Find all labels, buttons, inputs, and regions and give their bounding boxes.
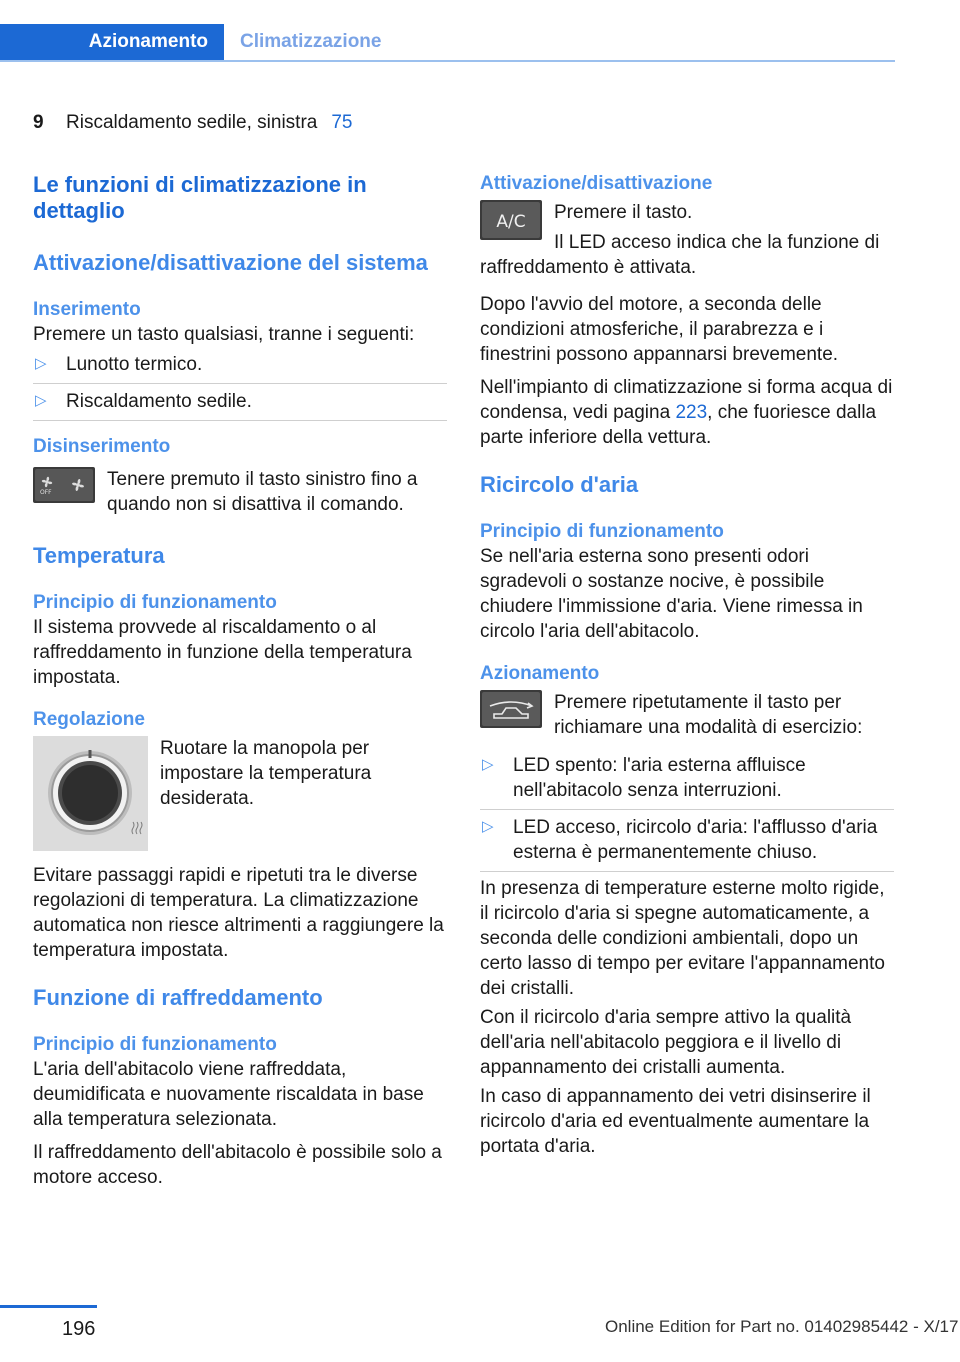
- fan-off-button-image: [33, 467, 95, 503]
- knob-row: [33, 736, 447, 851]
- text-cold: In presenza di temperature esterne molto rigide, il ricircolo d'aria si spegne automaticamente, a seconda delle condizioni ambientali, dopo un certo lasso di tempo per evitare l'appannamento dei cristalli.: [480, 878, 885, 999]
- triangle-right-icon: ▷: [482, 756, 494, 773]
- text-disinserimento: Tenere premuto il tasto sinistro fino a quando non si disattiva il comando.: [107, 469, 418, 515]
- list-item: ▷ LED acceso, ricircolo d'aria: l'afflusso d'aria esterna è permanentemente chiuso.: [480, 810, 894, 872]
- heading-regolazione: Regolazione: [33, 709, 145, 730]
- legend-text: Riscaldamento sedile, sinistra: [66, 112, 318, 133]
- footer-divider: [0, 1305, 97, 1308]
- heading-attivazione: Attivazione/disattivazione: [480, 173, 713, 194]
- triangle-right-icon: ▷: [482, 818, 494, 835]
- left-column: [33, 172, 447, 1190]
- text-condensation: Nell'impianto di climatizzazione si forma acqua di condensa, vedi pagina 223, che fuoriesce dalla parte inferiore della vettura.: [480, 377, 893, 448]
- legend-page-ref-link[interactable]: 75: [331, 112, 353, 133]
- heading-inserimento: Inserimento: [33, 299, 141, 320]
- text-recirc-op: Premere ripetutamente il tasto per richiamare una modalità di esercizio:: [554, 692, 863, 738]
- text-act-2: Il LED acceso indica che la funzione di raffreddamento è attivata.: [480, 232, 880, 278]
- tab-azionamento[interactable]: Azionamento: [0, 24, 224, 60]
- heading-raffreddamento: Funzione di raffreddamento: [33, 985, 323, 1010]
- right-column: [480, 172, 894, 1159]
- heading-cool-principle: Principio di funzionamento: [33, 1034, 277, 1055]
- triangle-right-icon: ▷: [35, 392, 47, 409]
- heading-functions-detail: Le funzioni di climatizzazione in dettaglio: [33, 172, 367, 223]
- header-tabs: [0, 24, 895, 62]
- header-divider: [0, 60, 895, 62]
- temperature-knob-image: [33, 736, 148, 851]
- heading-temperatura: Temperatura: [33, 543, 165, 568]
- recirculation-button-image: [480, 690, 542, 728]
- list-exceptions: [33, 347, 447, 421]
- tab-climatizzazione[interactable]: Climatizzazione: [240, 31, 382, 52]
- off-button-row: [33, 467, 447, 517]
- text-act-1: Premere il tasto.: [554, 202, 693, 223]
- text-cool-2: Il raffreddamento dell'abitacolo è possibile solo a motore acceso.: [33, 1142, 442, 1188]
- legend-item-9: [33, 112, 352, 134]
- legend-number: 9: [33, 112, 44, 133]
- text-temp-principle: Il sistema provvede al riscaldamento o al raffreddamento in funzione della temperatura impostata.: [33, 617, 412, 688]
- text-inserimento: Premere un tasto qualsiasi, tranne i seguenti:: [33, 324, 415, 345]
- page-223-link[interactable]: 223: [675, 402, 708, 423]
- ac-button-image: [480, 200, 542, 240]
- text-fog: In caso di appannamento dei vetri disinserire il ricircolo d'aria ed eventualmente aumentare la portata d'aria.: [480, 1086, 871, 1157]
- heading-disinserimento: Disinserimento: [33, 436, 171, 457]
- text-quality: Con il ricircolo d'aria sempre attivo la qualità dell'aria nell'abitacolo peggiora e il livello di appannamento dei cristalli aumenta.: [480, 1007, 852, 1078]
- heading-system-toggle: Attivazione/disattivazione del sistema: [33, 250, 428, 275]
- triangle-right-icon: ▷: [35, 355, 47, 372]
- off-label: OFF: [40, 489, 52, 496]
- heading-ricircolo: Ricircolo d'aria: [480, 472, 639, 497]
- recirc-button-row: [480, 690, 894, 740]
- list-item: ▷ LED spento: l'aria esterna affluisce nell'abitacolo senza interruzioni.: [480, 748, 894, 810]
- heading-temp-principle: Principio di funzionamento: [33, 592, 277, 613]
- heading-recirc-op: Azionamento: [480, 663, 600, 684]
- list-item: ▷ Lunotto termico.: [33, 347, 447, 384]
- ac-label: A/C: [496, 212, 526, 232]
- edition-info: Online Edition for Part no. 01402985442 - X/17: [605, 1317, 959, 1336]
- text-recirc-principle: Se nell'aria esterna sono presenti odori sgradevoli o sostanze nocive, è possibile chiudere l'immissione d'aria. Viene rimessa in circolo l'aria dell'abitacolo.: [480, 546, 863, 642]
- page-number: 196: [62, 1318, 96, 1340]
- text-regolazione: Ruotare la manopola per impostare la temperatura desiderata.: [160, 738, 372, 809]
- text-after-start: Dopo l'avvio del motore, a seconda delle condizioni atmosferiche, il parabrezza e i finestrini possono appannarsi brevemente.: [480, 294, 839, 365]
- text-cool-1: L'aria dell'abitacolo viene raffreddata, deumidificata e nuovamente riscaldata in base alla temperatura selezionata.: [33, 1059, 424, 1130]
- text-regolazione-note: Evitare passaggi rapidi e ripetuti tra le diverse regolazioni di temperatura. La climatizzazione automatica non riesce altrimenti a raggiungere la temperatura impostata.: [33, 865, 444, 961]
- list-recirc-modes: [480, 748, 894, 872]
- list-item: ▷ Riscaldamento sedile.: [33, 384, 447, 421]
- ac-text-block: [554, 200, 692, 233]
- heading-recirc-principle: Principio di funzionamento: [480, 521, 724, 542]
